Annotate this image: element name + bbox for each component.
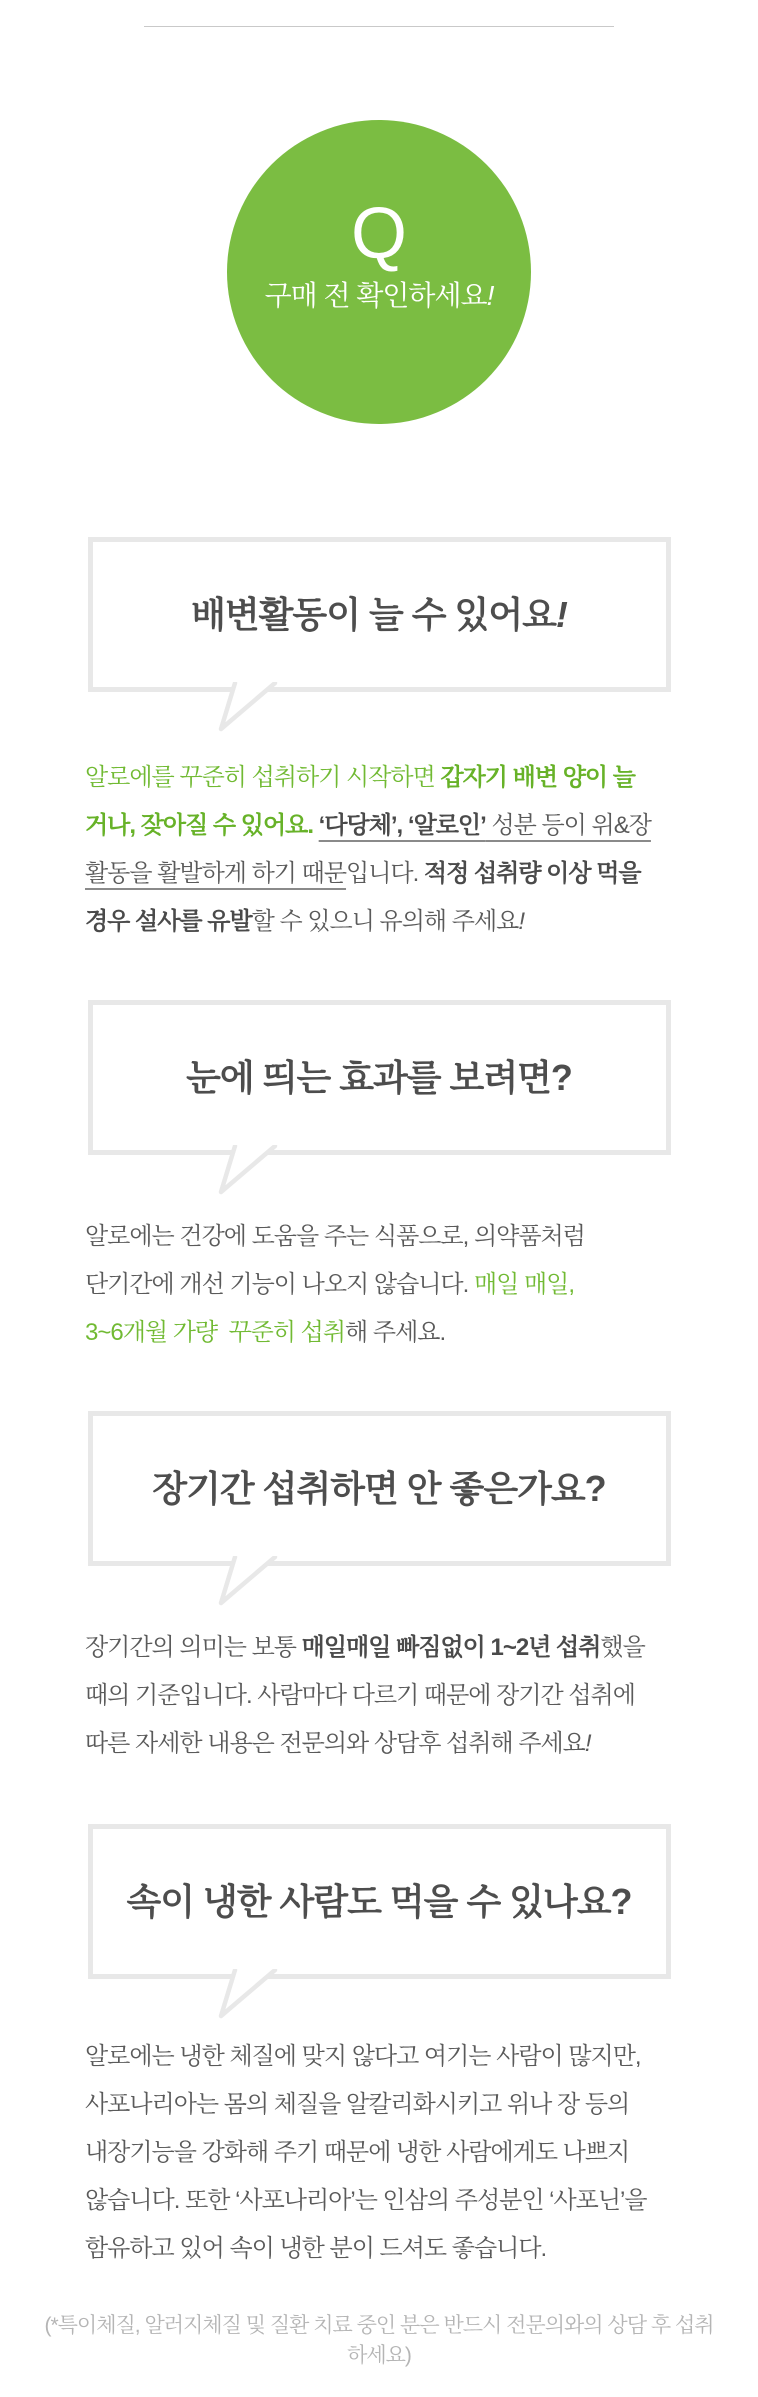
answer-paragraph [85,1624,673,1768]
answer-segment: 매일매일 빠짐없이 1~2년 섭취 [301,1634,601,1661]
faq-list [0,537,758,2273]
question-title-segment: 눈에 띄는 효과를 보려면? [186,1056,572,1098]
answer-line [85,1624,673,1672]
answer-segment: ‘다당체’, ‘알로인’ [318,812,486,839]
answer-segment: 했을 [600,1634,645,1661]
answer-line [85,1309,673,1357]
answer-segment: 때의 기준입니다. 사람마다 다르기 때문에 장기간 섭취에 [85,1682,635,1709]
answer-line [85,2225,673,2273]
answer-segment: 않습니다. 또한 ‘사포나리아’는 인삼의 주성분인 ‘사포닌’을 [85,2187,647,2214]
answer-line [85,1213,673,1261]
answer-line [85,1261,673,1309]
q-caption-text: 구매 전 확인하세요 [264,280,487,311]
faq-item [0,1824,758,2273]
question-title-segment: 속이 냉한 사람도 먹을 수 있나요? [126,1880,632,1922]
answer-segment: 단기간에 개선 기능이 나오지 않습니다. [85,1271,474,1298]
bubble-tail-icon [218,682,278,734]
question-bubble [88,1000,671,1155]
q-caption [265,282,494,310]
answer-segment: 성분 등이 위&장 [485,812,651,839]
question-title [191,593,567,636]
top-divider [144,26,614,27]
q-badge-content [264,194,494,311]
answer-segment: 장기간의 의미는 보통 [85,1634,302,1661]
bubble-tail-icon [218,1145,278,1197]
question-bubble [88,1824,671,1979]
footnote: (*특이체질, 알러지체질 및 질환 치료 중인 분은 반드시 전문의와의 상담 후 섭취하세요) [44,2314,714,2367]
answer-segment: 해 주세요. [345,1319,446,1346]
answer-line [85,2033,673,2081]
answer-line [85,2177,673,2225]
question-title-segment: 배변활동이 늘 수 있어요 [191,593,556,635]
answer-segment: 알로에는 냉한 체질에 맞지 않다고 여기는 사람이 많지만, [85,2043,641,2070]
q-badge [227,120,531,424]
q-letter: Q [350,194,407,274]
answer-line [85,1720,673,1768]
faq-item [0,537,758,946]
answer-segment: 매일 매일, [473,1271,575,1298]
answer-segment: ! [518,908,524,935]
faq-item [0,1000,758,1357]
bubble-tail-icon [218,1556,278,1608]
bubble-tail-icon [218,1969,278,2021]
answer-line [85,2081,673,2129]
question-title-segment: 장기간 섭취하면 안 좋은가요? [152,1467,606,1509]
answer-segment: 3~6개월 가량 꾸준히 섭취 [85,1319,346,1346]
answer-segment: 할 수 있으니 유의해 주세요 [251,908,519,935]
question-title [186,1056,572,1099]
answer-segment: 갑자기 배변 양이 늘 [440,764,635,791]
answer-segment: ! [584,1730,591,1757]
faq-item [0,1411,758,1768]
answer-segment: 입니다. [346,860,424,887]
question-bubble [88,537,671,692]
answer-line [85,2129,673,2177]
answer-paragraph [85,754,673,946]
answer-segment: 함유하고 있어 속이 냉한 분이 드셔도 좋습니다. [85,2235,547,2262]
answer-line [85,898,673,946]
answer-segment: 내장기능을 강화해 주기 때문에 냉한 사람에게도 나쁘지 [85,2139,630,2166]
answer-segment: 따른 자세한 내용은 전문의와 상담후 섭취해 주세요 [85,1730,585,1757]
answer-paragraph [85,2033,673,2273]
question-title [152,1467,605,1510]
question-title [126,1880,631,1923]
answer-line [85,802,673,850]
answer-line [85,850,673,898]
answer-paragraph [85,1213,673,1357]
question-bubble [88,1411,671,1566]
q-caption-exclamation: ! [486,280,494,311]
answer-line [85,1672,673,1720]
answer-segment: 거나, 잦아질 수 있어요. [85,812,319,839]
answer-segment: 활동을 활발하게 하기 때문 [85,860,347,887]
question-title-segment: ! [555,593,567,635]
answer-segment: 경우 설사를 유발 [85,908,252,935]
answer-segment: 사포나리아는 몸의 체질을 알칼리화시키고 위나 장 등의 [85,2091,630,2118]
answer-segment: 알로에를 꾸준히 섭취하기 시작하면 [85,764,441,791]
answer-segment: 적정 섭취량 이상 먹을 [423,860,641,887]
bottom-spacer [0,2371,758,2397]
answer-segment: 알로에는 건강에 도움을 주는 식품으로, 의약품처럼 [85,1223,585,1250]
answer-line [85,754,673,802]
